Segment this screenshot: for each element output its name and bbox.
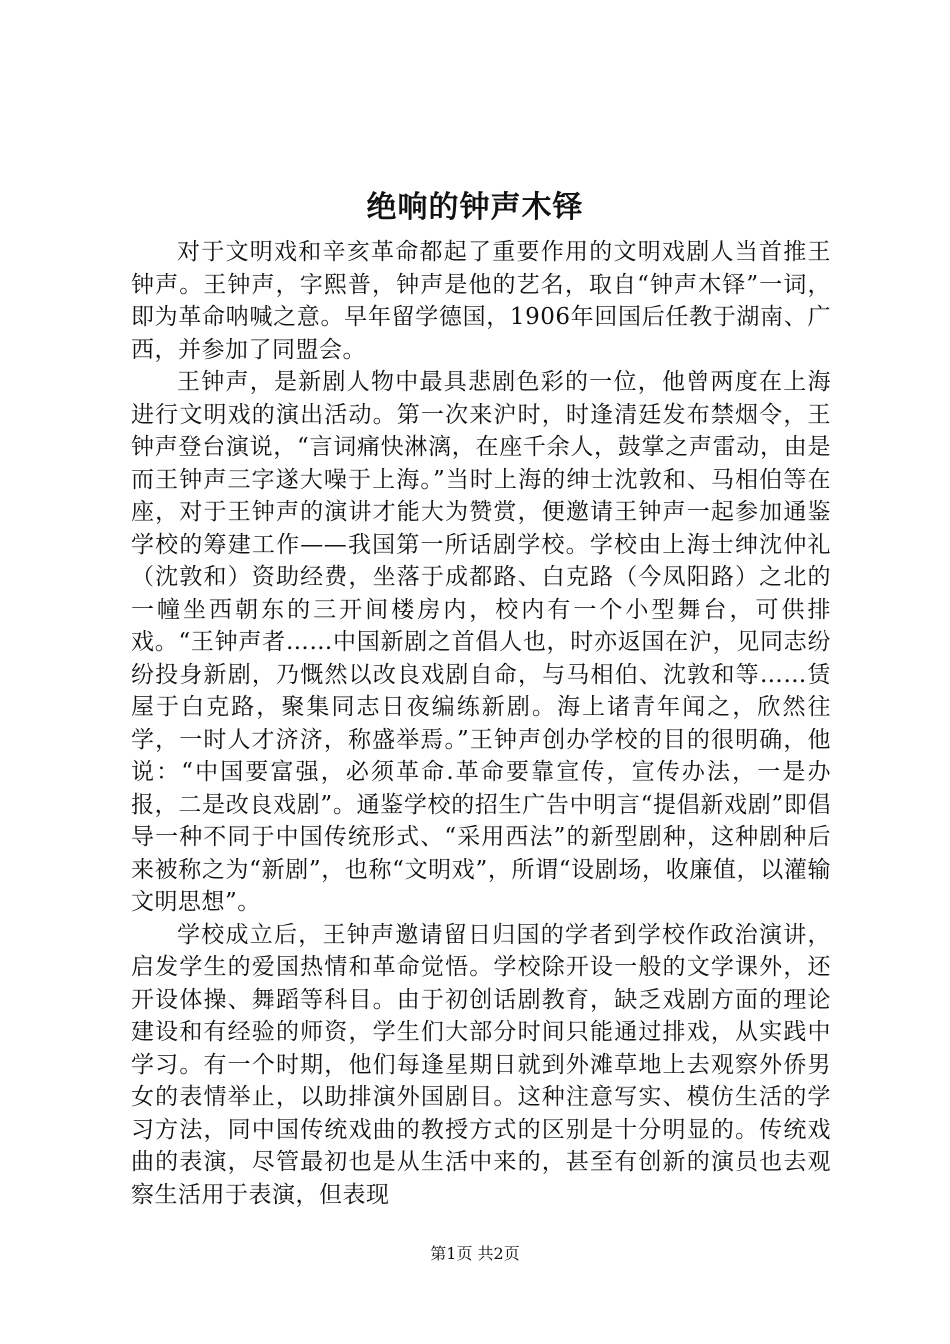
document-title: 绝响的钟声木铎 — [366, 190, 584, 225]
paragraph: 王钟声，是新剧人物中最具悲剧色彩的一位，他曾两度在上海进行文明戏的演出活动。第一次来沪时，时逢清廷发布禁烟令，王钟声登台演说，“言词痛快淋漓，在座千余人，鼓掌之声雷动，由是而王钟声三字遂大噪于上海。”当时上海的绅士沈敦和、马相伯等在座，对于王钟声的演讲才能大为赞赏，便邀请王钟声一起参加通鉴学校的筹建工作——我国第一所话剧学校。学校由上海士绅沈仲礼（沈敦和）资助经费，坐落于成都路、白克路（今凤阳路）之北的一幢坐西朝东的三开间楼房内，校内有一个小型舞台，可供排戏。“王钟声者……中国新剧之首倡人也，时亦返国在沪，见同志纷纷投身新剧，乃慨然以改良戏剧自命，与马相伯、沈敦和等……赁屋于白克路，聚集同志日夜编练新剧。海上诸青年闻之，欣然往学，一时人才济济，称盛举焉。”王钟声创办学校的目的很明确，他说：“中国要富强，必须革命.革命要靠宣传，宣传办法，一是办报，二是改良戏剧”。通鉴学校的招生广告中明言“提倡新戏剧”即倡导一种不同于中国传统形式、“采用西法”的新型剧种，这种剧种后来被称之为“新剧”，也称“文明戏”，所谓“设剧场，收廉值，以灌输文明思想”。 — [131, 369, 831, 915]
page-footer: 第1页 共2页 — [430, 1244, 520, 1263]
document-body — [131, 236, 831, 1211]
paragraph: 学校成立后，王钟声邀请留日归国的学者到学校作政治演讲，启发学生的爱国热情和革命觉悟。学校除开设一般的文学课外，还开设体操、舞蹈等科目。由于初创话剧教育，缺乏戏剧方面的理论建设和有经验的师资，学生们大部分时间只能通过排戏，从实践中学习。有一个时期，他们每逢星期日就到外滩草地上去观察外侨男女的表情举止，以助排演外国剧目。这种注意写实、模仿生活的学习方法，同中国传统戏曲的教授方式的区别是十分明显的。传统戏曲的表演，尽管最初也是从生活中来的，甚至有创新的演员也去观察生活用于表演，但表现 — [131, 921, 831, 1208]
paragraph: 对于文明戏和辛亥革命都起了重要作用的文明戏剧人当首推王钟声。王钟声，字熙普，钟声是他的艺名，取自“钟声木铎”一词，即为革命呐喊之意。早年留学德国，1906年回国后任教于湖南、广西，并参加了同盟会。 — [131, 239, 831, 363]
